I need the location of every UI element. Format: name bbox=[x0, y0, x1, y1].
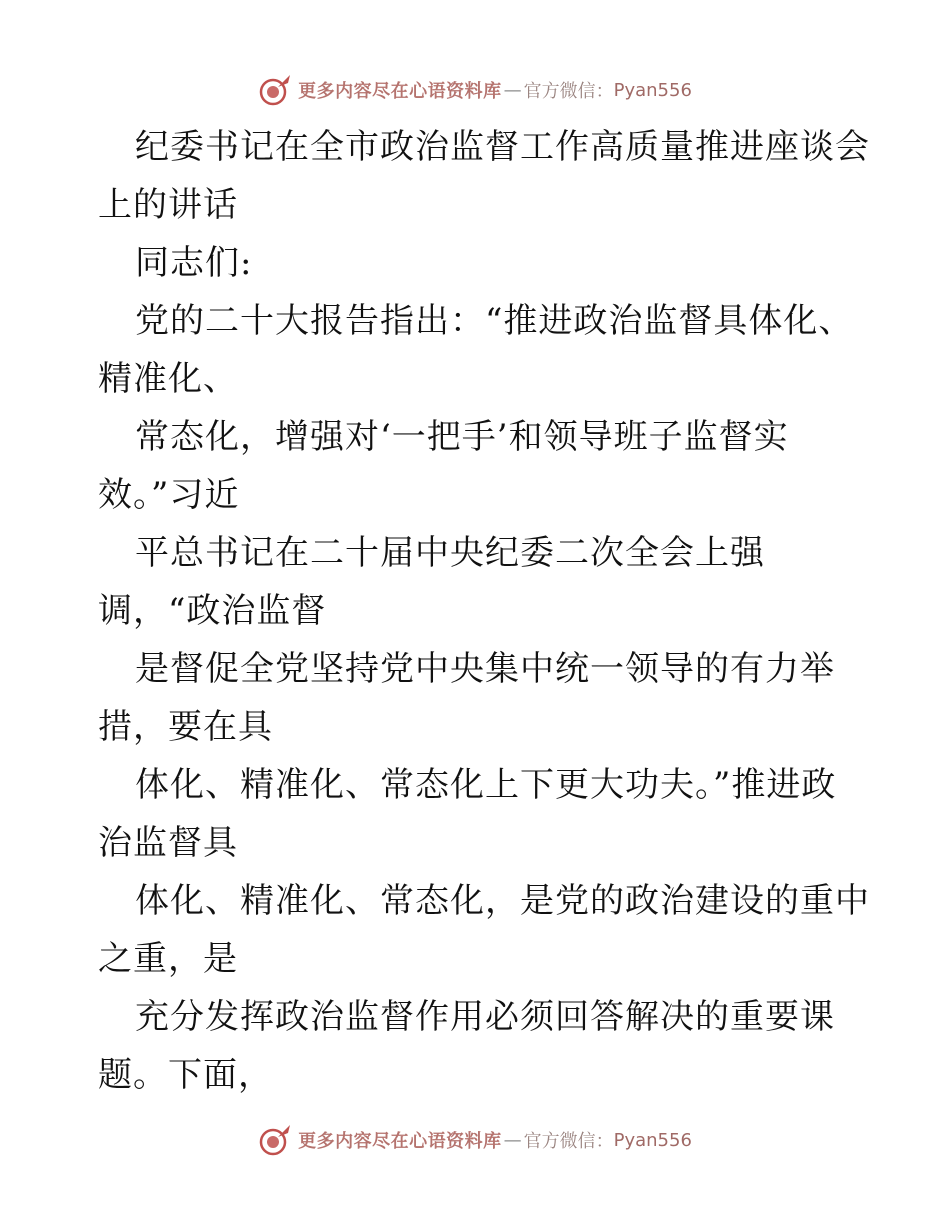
paragraph-line: 题。下面， bbox=[98, 1055, 273, 1095]
quill-logo-icon bbox=[258, 1123, 292, 1157]
paragraph-line: 体化、精准化、常态化，是党的政治建设的重中 bbox=[135, 881, 870, 921]
salutation: 同志们: bbox=[135, 243, 253, 283]
paragraph-line: 治监督具 bbox=[98, 823, 238, 863]
paragraph-line: 体化、精准化、常态化上下更大功夫。”推进政 bbox=[135, 765, 837, 805]
document-body bbox=[98, 118, 878, 1104]
banner-wechat-label: 官方微信： bbox=[523, 1131, 614, 1152]
paragraph-line: 是督促全党坚持党中央集中统一领导的有力举 bbox=[135, 649, 835, 689]
banner-wechat-id: Pyan556 bbox=[613, 79, 692, 101]
banner-brand-text: 更多内容尽在心语资料库 bbox=[298, 81, 502, 102]
paragraph-line: 党的二十大报告指出：“推进政治监督具体化、 bbox=[135, 301, 854, 341]
banner-brand-text: 更多内容尽在心语资料库 bbox=[298, 1131, 502, 1152]
paragraph-line: 调，“政治监督 bbox=[98, 591, 327, 631]
banner-separator: — bbox=[503, 79, 522, 101]
paragraph-line: 措，要在具 bbox=[98, 707, 273, 747]
title-line-2: 上的讲话 bbox=[98, 185, 238, 225]
title-line-1: 纪委书记在全市政治监督工作高质量推进座谈会 bbox=[135, 127, 870, 167]
banner-wechat-id: Pyan556 bbox=[613, 1129, 692, 1151]
paragraph-line: 效。”习近 bbox=[98, 475, 240, 515]
banner-separator: — bbox=[503, 1129, 522, 1151]
paragraph-line: 常态化，增强对‘一把手’和领导班子监督实 bbox=[135, 417, 789, 457]
paragraph-line: 精准化、 bbox=[98, 359, 238, 399]
paragraph-line: 充分发挥政治监督作用必须回答解决的重要课 bbox=[135, 997, 835, 1037]
paragraph-line: 平总书记在二十届中央纪委二次全会上强 bbox=[135, 533, 765, 573]
footer-banner bbox=[0, 1120, 950, 1160]
header-banner bbox=[0, 70, 950, 110]
banner-wechat-label: 官方微信： bbox=[523, 81, 614, 102]
quill-logo-icon bbox=[258, 73, 292, 107]
paragraph-line: 之重，是 bbox=[98, 939, 238, 979]
